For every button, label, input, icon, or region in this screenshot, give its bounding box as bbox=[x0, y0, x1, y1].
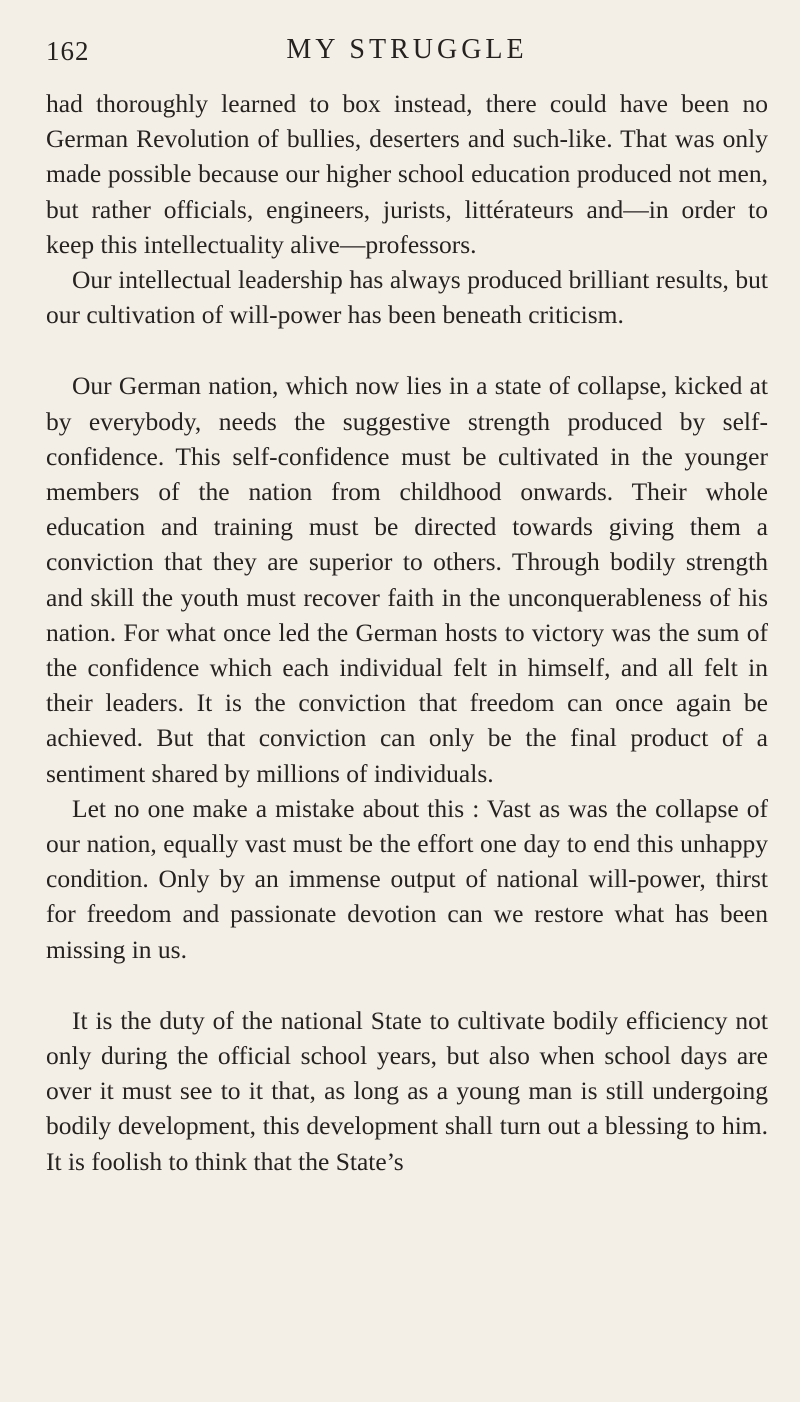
page-number: 162 bbox=[46, 36, 90, 66]
paragraph-no-mistake: Let no one make a mistake about this : Vast as was the collapse of our nation, equally vast must be the effort one day to end this unhappy condition. Only by an immense output of national will-power, thirst for freedom and passionate devotion can we restore what has been missing in us. bbox=[46, 793, 768, 964]
body-text bbox=[46, 86, 768, 1179]
section-break bbox=[46, 967, 768, 1003]
section-break bbox=[46, 332, 768, 368]
paragraph-german-nation: Our German nation, which now lies in a state of collapse, kicked at by everybody, needs the suggestive strength produced by self-confidence. This self-confidence must be cultivated in the younger members of the nation from childhood onwards. Their whole education and training must be directed towards giving them a conviction that they are superior to others. Through bodily strength and skill the youth must recover faith in the unconquerableness of his nation. For what once led the German hosts to victory was the sum of the confidence which each individual felt in himself, and all felt in their leaders. It is the conviction that freedom can once again be achieved. But that conviction can only be the final product of a sentiment shared by millions of individuals. bbox=[46, 371, 768, 788]
running-title: MY STRUGGLE bbox=[286, 34, 528, 65]
paragraph-continuation: had thoroughly learned to box instead, there could have been no German Revolution of bullies, deserters and such-like. That was only made possible because our higher school education produced not men, but rather officials, engineers, jurists, littérateurs and—in order to keep this intellectuality alive—professors. bbox=[46, 89, 768, 259]
paragraph-intellectual-leadership: Our intellectual leadership has always produced brilliant results, but our cultivation of will-power has been beneath criticism. bbox=[46, 265, 768, 330]
running-head bbox=[46, 32, 768, 72]
paragraph-duty-of-state: It is the duty of the national State to cultivate bodily efficiency not only during the official school years, but also when school days are over it must see to it that, as long as a young man is still undergoing bodily development, this development shall turn out a blessing to him. It is foolish to think that the State’s bbox=[46, 1005, 768, 1176]
